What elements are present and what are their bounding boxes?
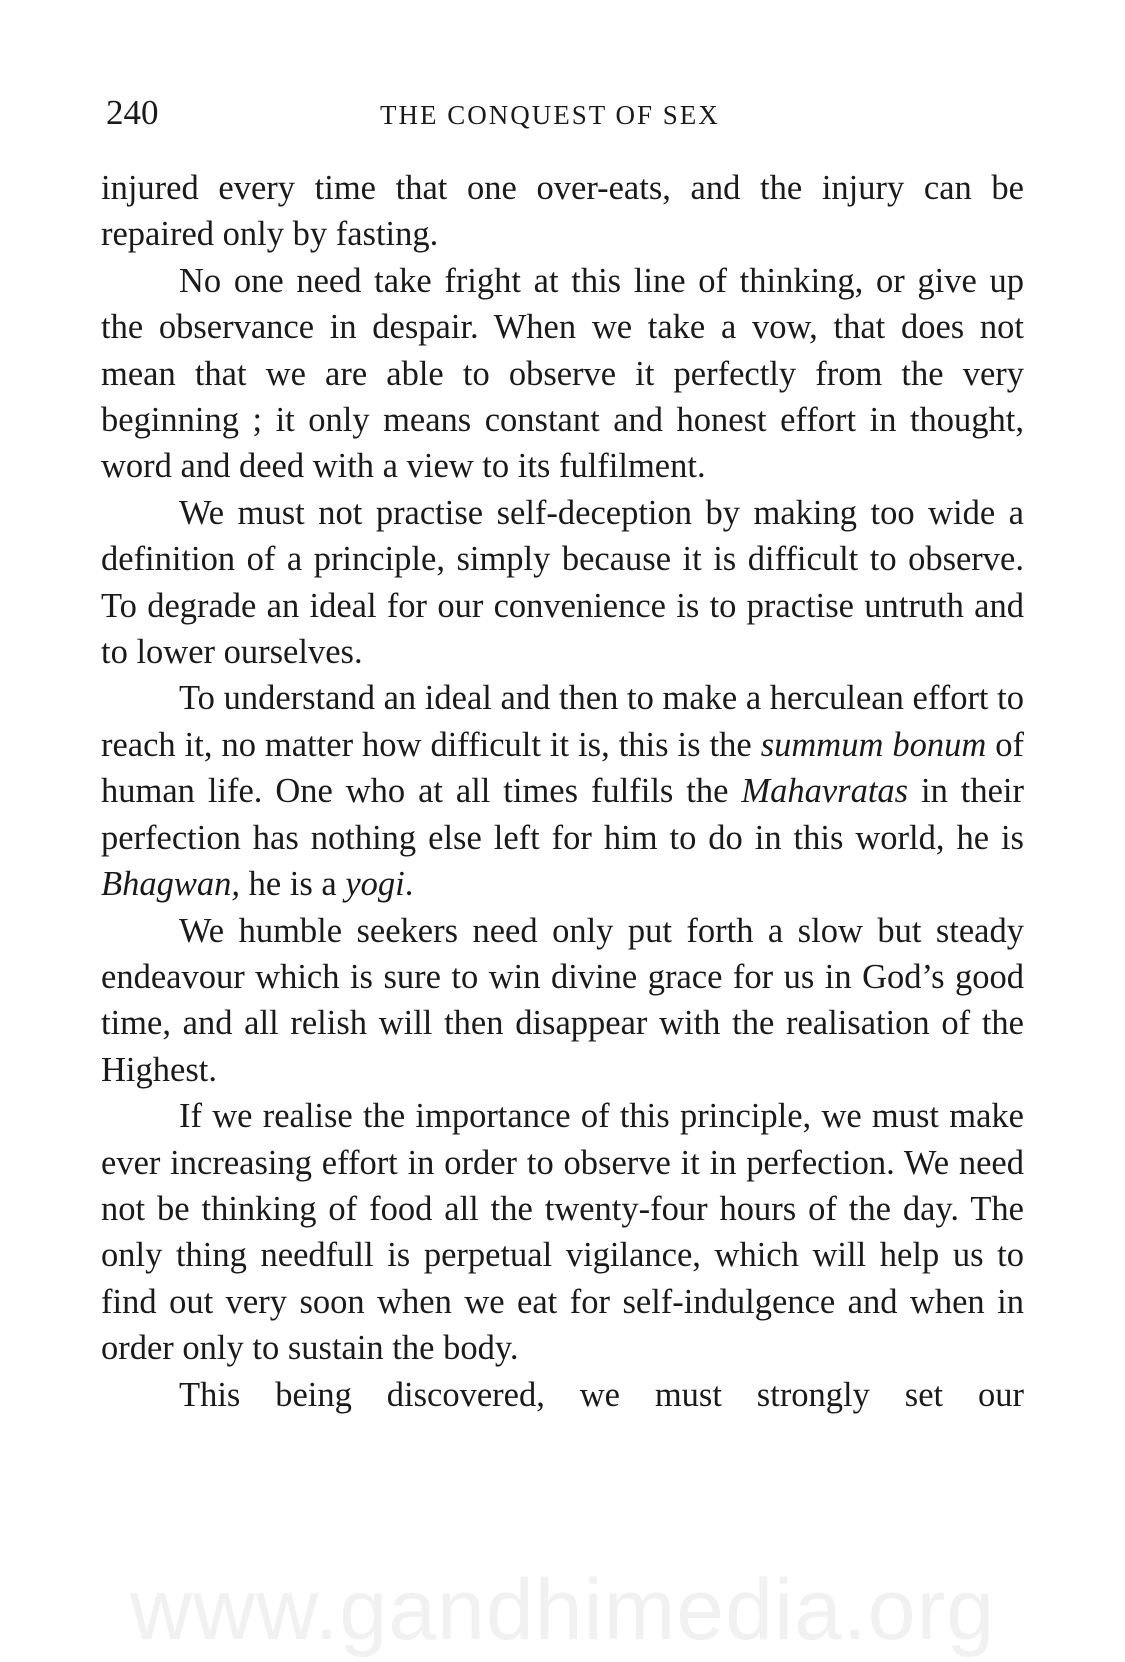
italic-bhagwan: Bhagwan,	[101, 865, 240, 904]
italic-yogi: yogi	[345, 865, 405, 904]
running-head: THE CONQUEST OF SEX	[380, 100, 720, 130]
paragraph-4-text-a: To understand an ideal and then to make a herculean effort to reach it, no matter how difficult it is, this is the	[101, 679, 1024, 764]
italic-summum-bonum: summum bonum	[760, 725, 987, 764]
paragraph-5: We humble seekers need only put forth a slow but steady endeavour which is sure to win divine grace for us in God’s good time, and all relish will then disappear with the realisation of the Highest.	[101, 911, 1024, 1089]
paragraph-4	[101, 675, 1024, 907]
body-text	[101, 165, 1024, 1418]
page-number: 240	[106, 93, 159, 132]
paragraph-1: injured every time that one over-eats, and the injury can be repaired only by fasting.	[101, 169, 1024, 254]
paragraph-2: No one need take fright at this line of thinking, or give up the observance in despair. When we take a vow, that does not mean that we are able to observe it perfectly from the very beginning ; it only means constant and honest effort in thought, word and deed with a view to its fulfilment.	[101, 261, 1024, 486]
paragraph-4-text-c: in their perfection has nothing else left for him to do in this world, he is	[101, 772, 1024, 857]
paragraph-4-text-d: he is a	[239, 865, 346, 904]
watermark: www.gandhimedia.org	[129, 1562, 996, 1658]
paragraph-4-text-b: of human life. One who at all times fulfils the	[101, 725, 1024, 811]
paragraph-6: If we realise the importance of this principle, we must make ever increasing effort in order to observe it in perfection. We need not be thinking of food all the twenty-four hours of the day. The only thing needfull is perpetual vigilance, which will help us to find out very soon when we eat for self-indulgence and when in order only to sustain the body.	[101, 1097, 1024, 1368]
paragraph-3: We must not practise self-deception by making too wide a definition of a principle, simply because it is difficult to observe. To degrade an ideal for our convenience is to practise untruth and to lower ourselves.	[101, 493, 1024, 672]
italic-mahavratas: Mahavratas	[741, 772, 909, 811]
paragraph-4-text-e: .	[404, 865, 414, 904]
paragraph-7: This being discovered, we must strongly set our	[179, 1375, 1024, 1414]
page-header	[106, 88, 1026, 138]
